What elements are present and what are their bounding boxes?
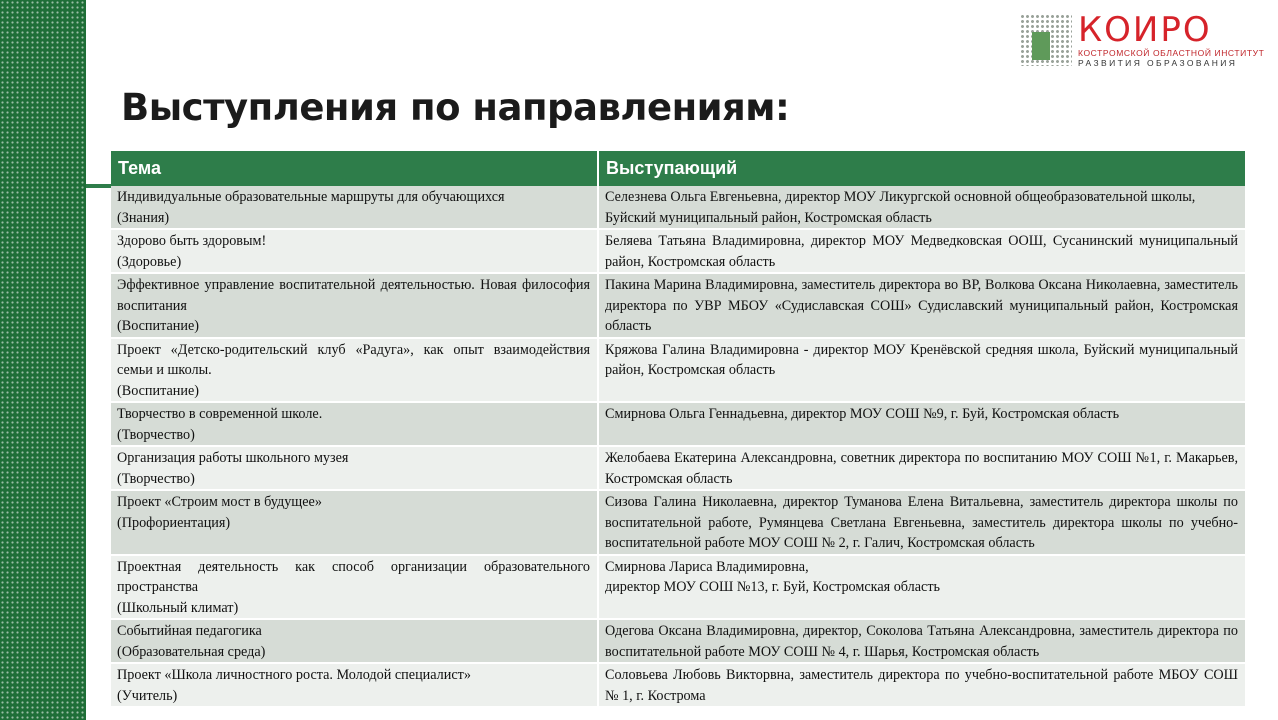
page-title: Выступления по направлениям: (121, 86, 790, 129)
topic-cell-line: (Воспитание) (117, 318, 199, 334)
speaker-cell (598, 663, 1245, 707)
speaker-cell (598, 273, 1245, 338)
table-row (111, 446, 1245, 490)
topic-cell-line: (Образовательная среда) (117, 643, 266, 660)
topic-cell (111, 555, 598, 620)
speaker-cell-line: Беляева Татьяна Владимировна, директор МОУ Медведковская ООШ, Сусанинский муниципальный район, Костромская область (605, 233, 1238, 270)
table-row (111, 186, 1245, 229)
table-row (111, 663, 1245, 707)
topic-cell-line: Творчество в современной школе. (117, 406, 323, 422)
speaker-cell-line: Соловьева Любовь Викторвна, заместитель директора по учебно-воспитательной работе МБОУ СОШ № 1, г. Кострома (605, 667, 1238, 704)
speaker-cell (598, 229, 1245, 273)
speaker-cell-line: Селезнева Ольга Евгеньевна, директор МОУ Ликургской основной общеобразовательной школы, (605, 189, 1196, 205)
table-row (111, 402, 1245, 446)
logo-name: КОИРО (1078, 10, 1212, 50)
topic-cell-line: (Знания) (117, 209, 170, 226)
topic-cell-line: Эффективное управление воспитательной деятельностью. Новая философия воспитания (117, 277, 590, 314)
logo-mark-icon (1020, 14, 1072, 66)
topic-cell-line: (Профориентация) (117, 514, 231, 531)
accent-line (86, 184, 111, 188)
topic-cell (111, 186, 598, 229)
topic-cell (111, 402, 598, 446)
speaker-cell (598, 186, 1245, 229)
table-row (111, 490, 1245, 555)
table-row (111, 555, 1245, 620)
topic-cell (111, 229, 598, 273)
table-row (111, 619, 1245, 663)
topic-cell-line: Индивидуальные образовательные маршруты для обучающихся (117, 189, 505, 205)
speaker-cell-line: Кряжова Галина Владимировна - директор МОУ Кренёвской средняя школа, Буйский муниципальный район, Костромская область (605, 341, 1238, 378)
header-topic: Тема (111, 151, 598, 186)
speaker-cell-line: Одегова Оксана Владимировна, директор, Соколова Татьяна Александровна, заместитель директора по воспитательной работе МОУ СОШ № 4, г. Шарья, Костромская область (605, 623, 1238, 660)
speaker-cell-line: Смирнова Ольга Геннадьевна, директор МОУ СОШ №9, г. Буй, Костромская область (605, 406, 1120, 422)
topic-cell-line: Проектная деятельность как способ организации образовательного пространства (117, 558, 590, 595)
speaker-cell-line: Сизова Галина Николаевна, директор Туманова Елена Витальевна, заместитель директора школы по воспитательной работе, Румянцева Светлана Евгеньевна, заместитель директора школы по учебно-воспитательной работе МОУ СОШ № 2, г. Галич, Костромская область (605, 494, 1238, 551)
decorative-side-strip (0, 0, 86, 720)
speaker-cell (598, 619, 1245, 663)
logo-subtitle-line2: РАЗВИТИЯ ОБРАЗОВАНИЯ (1078, 58, 1238, 68)
speaker-cell-line: Пакина Марина Владимировна, заместитель директора во ВР, Волкова Оксана Николаевна, заместитель директора по УВР МБОУ «Судиславская СОШ» Судиславский муниципальный район, Костромская область (605, 277, 1238, 334)
topic-cell-line: (Творчество) (117, 470, 195, 487)
speaker-cell (598, 446, 1245, 490)
table-header-row (111, 151, 1245, 186)
topic-cell (111, 663, 598, 707)
topic-cell-line: Проект «Школа личностного роста. Молодой специалист» (117, 667, 471, 683)
speaker-cell-line: Смирнова Лариса Владимировна, (605, 558, 809, 575)
table-row (111, 338, 1245, 403)
header-speaker: Выступающий (598, 151, 1245, 186)
speaker-cell (598, 490, 1245, 555)
speaker-cell-line: Желобаева Екатерина Александровна, советник директора по воспитанию МОУ СОШ №1, г. Макарьев, Костромская область (605, 450, 1238, 487)
table-row (111, 229, 1245, 273)
table-row (111, 273, 1245, 338)
topic-cell (111, 619, 598, 663)
topic-cell-line: (Творчество) (117, 426, 195, 443)
topic-cell (111, 446, 598, 490)
speaker-cell-line: Буйский муниципальный район, Костромская область (605, 209, 932, 226)
topic-cell (111, 490, 598, 555)
speaker-cell-line: директор МОУ СОШ №13, г. Буй, Костромская область (605, 579, 940, 595)
topic-cell-line: Проект «Детско-родительский клуб «Радуга», как опыт взаимодействия семьи и школы. (117, 341, 590, 378)
topic-cell-line: (Здоровье) (117, 253, 182, 270)
speaker-cell (598, 402, 1245, 446)
speaker-cell (598, 555, 1245, 620)
topic-cell-line: Здорово быть здоровым! (117, 233, 267, 249)
topic-cell-line: (Учитель) (117, 687, 178, 704)
topic-cell (111, 273, 598, 338)
logo-subtitle-line1: КОСТРОМСКОЙ ОБЛАСТНОЙ ИНСТИТУТ (1078, 48, 1265, 58)
topic-cell (111, 338, 598, 403)
topic-cell-line: Событийная педагогика (117, 623, 262, 639)
speaker-cell (598, 338, 1245, 403)
speakers-table (111, 151, 1245, 708)
topic-cell-line: Организация работы школьного музея (117, 450, 349, 466)
koiro-logo (1020, 10, 1265, 68)
topic-cell-line: Проект «Строим мост в будущее» (117, 494, 322, 510)
topic-cell-line: (Школьный климат) (117, 599, 239, 616)
topic-cell-line: (Воспитание) (117, 382, 199, 399)
